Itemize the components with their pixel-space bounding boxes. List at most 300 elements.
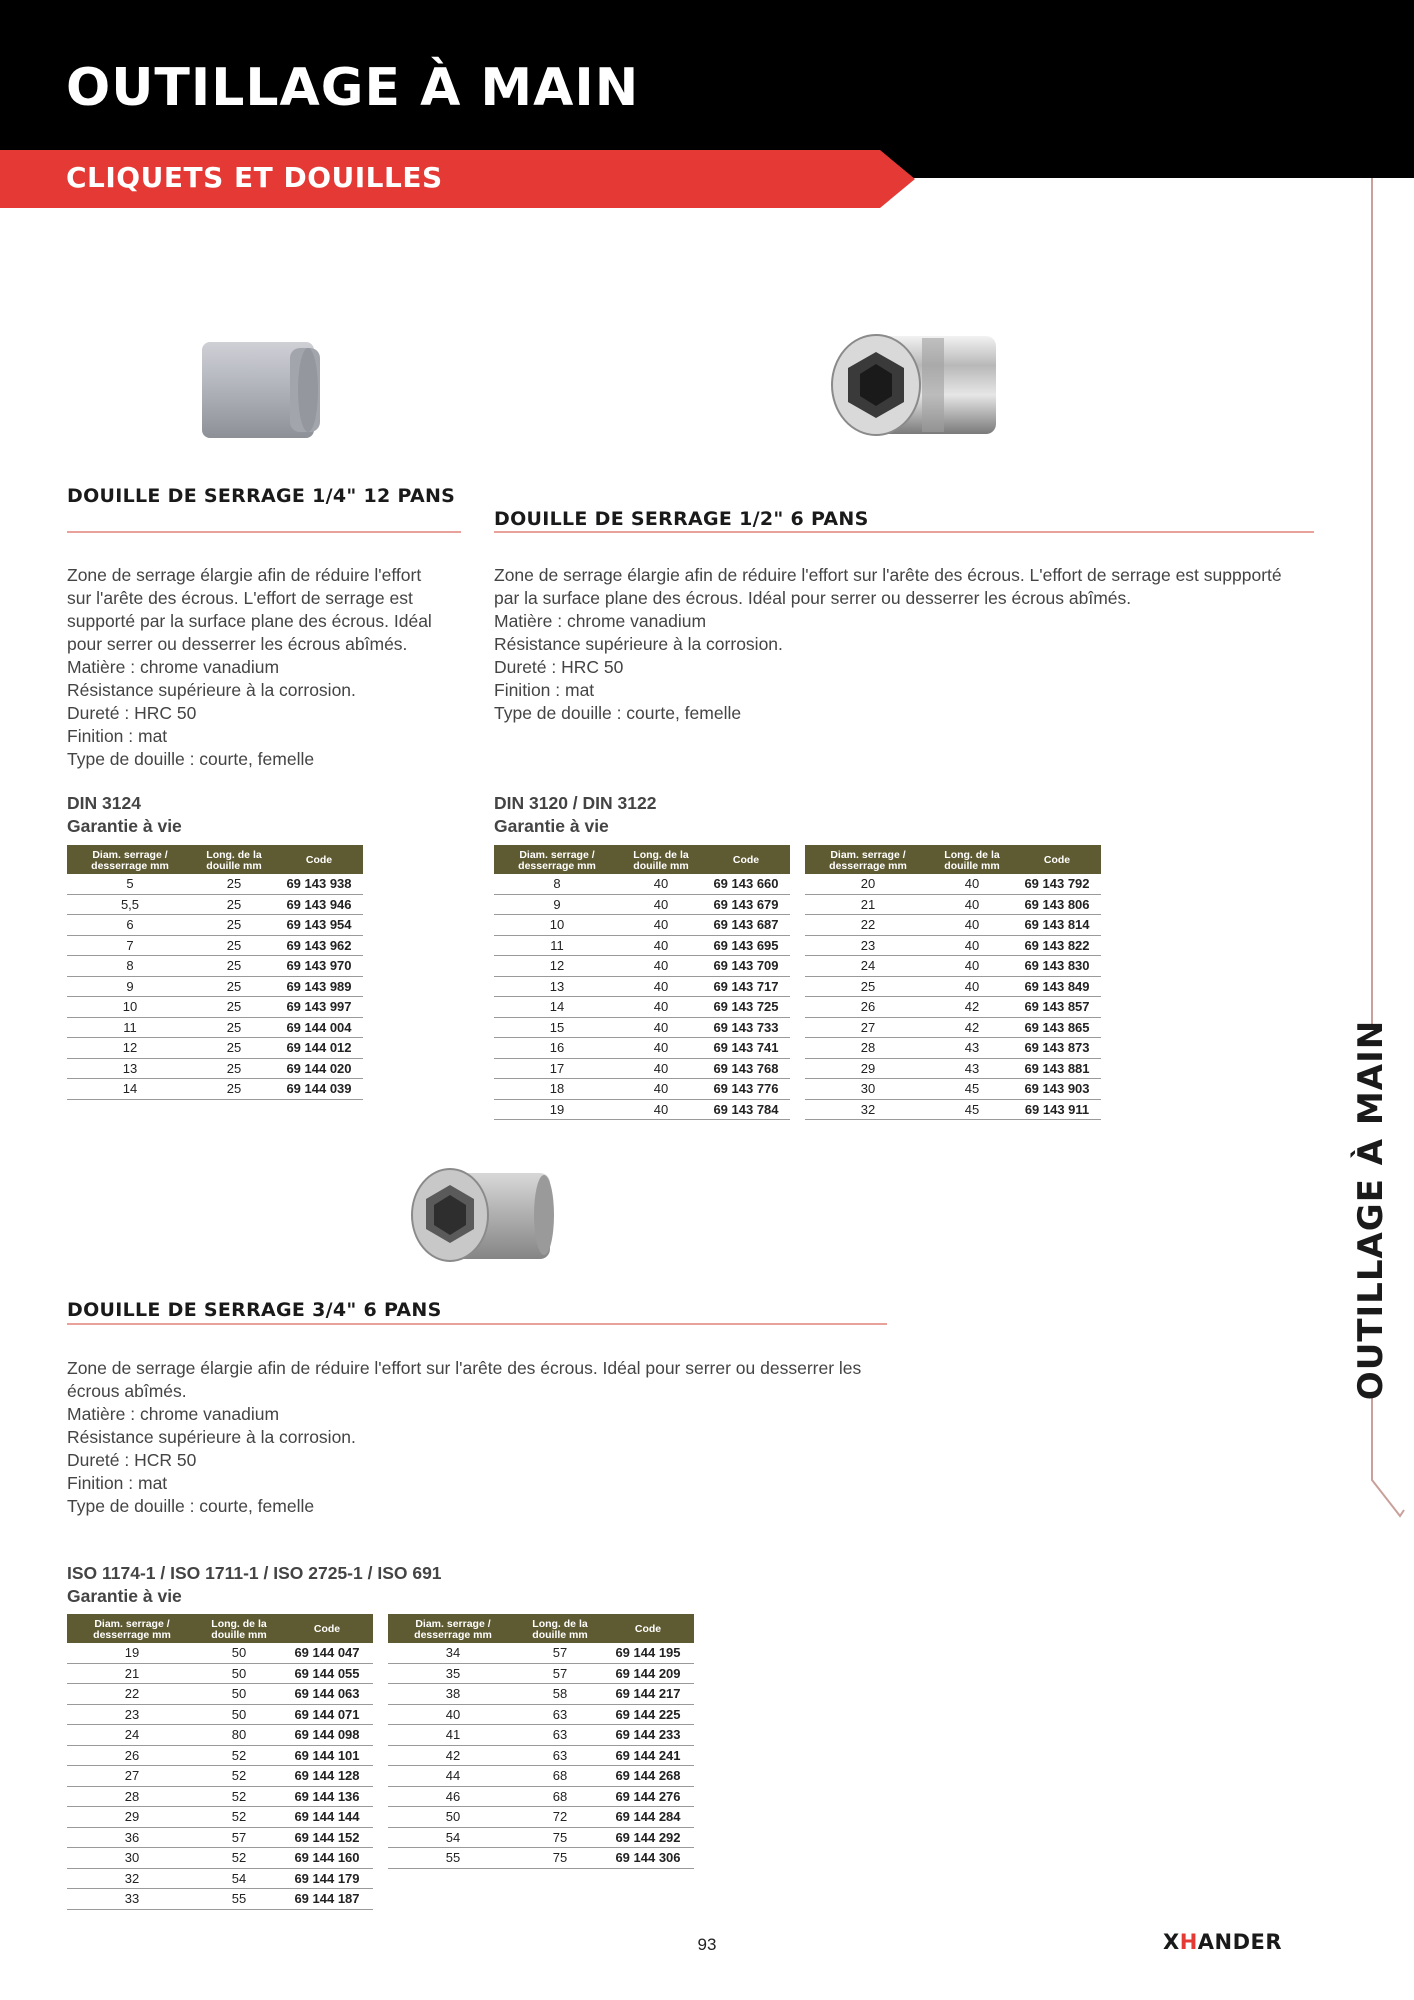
length-cell: 63	[518, 1745, 602, 1766]
diam-cell: 13	[494, 976, 620, 997]
code-cell: 69 144 268	[602, 1766, 694, 1787]
code-cell: 69 143 997	[275, 997, 363, 1018]
col-length-header: Long. de la douille mm	[931, 845, 1013, 874]
length-cell: 40	[620, 1017, 702, 1038]
table-row	[67, 1725, 373, 1746]
table-row	[805, 1058, 1101, 1079]
diam-cell: 13	[67, 1058, 193, 1079]
col-diam-header: Diam. serrage / desserrage mm	[805, 845, 931, 874]
diam-cell: 8	[494, 874, 620, 894]
table-row	[805, 1079, 1101, 1100]
table-row	[494, 1058, 790, 1079]
page-number: 93	[697, 1935, 717, 1954]
product-2-desc-line: Zone de serrage élargie afin de réduire l'effort sur l'arête des écrous. L'effort de serrage est suppporté	[494, 565, 1282, 585]
col-code-header: Code	[1013, 845, 1101, 874]
diam-cell: 33	[67, 1889, 197, 1910]
product-3-desc-line: écrous abîmés.	[67, 1381, 187, 1401]
table-row	[494, 894, 790, 915]
table-row	[805, 1038, 1101, 1059]
length-cell: 40	[931, 915, 1013, 936]
code-cell: 69 143 881	[1013, 1058, 1101, 1079]
table-row	[388, 1786, 694, 1807]
table-row	[805, 874, 1101, 894]
diam-cell: 17	[494, 1058, 620, 1079]
code-cell: 69 144 179	[281, 1868, 373, 1889]
length-cell: 25	[193, 956, 275, 977]
code-cell: 69 144 160	[281, 1848, 373, 1869]
diam-cell: 11	[67, 1017, 193, 1038]
product-1-desc-line: Zone de serrage élargie afin de réduire l'effort	[67, 565, 422, 585]
table-row	[388, 1663, 694, 1684]
table-row	[494, 915, 790, 936]
table-row	[494, 1099, 790, 1120]
diam-cell: 15	[494, 1017, 620, 1038]
code-cell: 69 143 660	[702, 874, 790, 894]
table-row	[388, 1704, 694, 1725]
table-row	[67, 976, 363, 997]
diam-cell: 10	[67, 997, 193, 1018]
code-cell: 69 144 187	[281, 1889, 373, 1910]
diam-cell: 55	[388, 1848, 518, 1869]
length-cell: 45	[931, 1099, 1013, 1120]
length-cell: 75	[518, 1848, 602, 1869]
length-cell: 52	[197, 1786, 281, 1807]
product-1-desc-line: supporté par la surface plane des écrous. Idéal	[67, 611, 432, 631]
table-row	[67, 997, 363, 1018]
length-cell: 40	[620, 1058, 702, 1079]
length-cell: 40	[620, 976, 702, 997]
length-cell: 40	[931, 874, 1013, 894]
diam-cell: 38	[388, 1684, 518, 1705]
table-row	[494, 1017, 790, 1038]
product-1-table	[67, 845, 363, 1100]
diam-cell: 27	[67, 1766, 197, 1787]
length-cell: 25	[193, 997, 275, 1018]
table-row	[67, 1786, 373, 1807]
table-row	[388, 1807, 694, 1828]
length-cell: 40	[620, 935, 702, 956]
length-cell: 40	[931, 976, 1013, 997]
code-cell: 69 143 695	[702, 935, 790, 956]
product-2-description	[494, 564, 1314, 725]
diam-cell: 12	[67, 1038, 193, 1059]
diam-cell: 9	[494, 894, 620, 915]
diam-cell: 28	[67, 1786, 197, 1807]
code-cell: 69 144 136	[281, 1786, 373, 1807]
product-2-rule	[494, 531, 1314, 533]
product-1-desc-line: Dureté : HRC 50	[67, 703, 197, 723]
col-code-header: Code	[702, 845, 790, 874]
code-cell: 69 144 241	[602, 1745, 694, 1766]
table-row	[67, 1807, 373, 1828]
length-cell: 52	[197, 1848, 281, 1869]
product-3-title: DOUILLE DE SERRAGE 3/4" 6 PANS	[67, 1299, 442, 1321]
col-code-header: Code	[281, 1614, 373, 1643]
length-cell: 40	[620, 1038, 702, 1059]
table-row	[494, 1038, 790, 1059]
length-cell: 80	[197, 1725, 281, 1746]
table-row	[67, 874, 363, 894]
page-title: OUTILLAGE À MAIN	[66, 58, 640, 118]
table-row	[67, 1868, 373, 1889]
diam-cell: 5	[67, 874, 193, 894]
diam-cell: 19	[67, 1643, 197, 1663]
code-cell: 69 144 020	[275, 1058, 363, 1079]
table-row	[494, 874, 790, 894]
code-cell: 69 143 717	[702, 976, 790, 997]
code-cell: 69 143 733	[702, 1017, 790, 1038]
code-cell: 69 144 292	[602, 1827, 694, 1848]
table-row	[67, 1663, 373, 1684]
code-cell: 69 144 217	[602, 1684, 694, 1705]
table-row	[494, 1079, 790, 1100]
table-row	[67, 1766, 373, 1787]
product-1-norm: DIN 3124	[67, 793, 141, 813]
table-row	[67, 1827, 373, 1848]
table-row	[494, 997, 790, 1018]
code-cell: 69 143 938	[275, 874, 363, 894]
socket-image-3	[410, 1165, 558, 1267]
diam-cell: 32	[805, 1099, 931, 1120]
length-cell: 40	[620, 874, 702, 894]
length-cell: 52	[197, 1766, 281, 1787]
length-cell: 25	[193, 1079, 275, 1100]
diam-cell: 44	[388, 1766, 518, 1787]
product-1-description	[67, 564, 467, 771]
length-cell: 40	[931, 894, 1013, 915]
code-cell: 69 143 806	[1013, 894, 1101, 915]
product-2-warranty: Garantie à vie	[494, 816, 609, 836]
length-cell: 75	[518, 1827, 602, 1848]
product-3-desc-line: Résistance supérieure à la corrosion.	[67, 1427, 356, 1447]
length-cell: 25	[193, 935, 275, 956]
diam-cell: 9	[67, 976, 193, 997]
diam-cell: 21	[67, 1663, 197, 1684]
length-cell: 25	[193, 1038, 275, 1059]
length-cell: 68	[518, 1786, 602, 1807]
product-1-desc-line: sur l'arête des écrous. L'effort de serrage est	[67, 588, 413, 608]
code-cell: 69 143 725	[702, 997, 790, 1018]
code-cell: 69 144 209	[602, 1663, 694, 1684]
socket-image-1	[196, 338, 326, 444]
col-diam-header: Diam. serrage / desserrage mm	[388, 1614, 518, 1643]
product-3-description	[67, 1357, 897, 1518]
code-cell: 69 144 233	[602, 1725, 694, 1746]
diam-cell: 41	[388, 1725, 518, 1746]
code-cell: 69 143 687	[702, 915, 790, 936]
length-cell: 40	[620, 956, 702, 977]
col-length-header: Long. de la douille mm	[620, 845, 702, 874]
brand-logo	[1163, 1930, 1282, 1954]
length-cell: 54	[197, 1868, 281, 1889]
table-row	[67, 956, 363, 977]
code-cell: 69 143 954	[275, 915, 363, 936]
length-cell: 50	[197, 1704, 281, 1725]
diam-cell: 6	[67, 915, 193, 936]
diam-cell: 42	[388, 1745, 518, 1766]
length-cell: 25	[193, 1017, 275, 1038]
diam-cell: 30	[67, 1848, 197, 1869]
diam-cell: 28	[805, 1038, 931, 1059]
diam-cell: 54	[388, 1827, 518, 1848]
code-cell: 69 143 741	[702, 1038, 790, 1059]
product-1-desc-line: Résistance supérieure à la corrosion.	[67, 680, 356, 700]
code-cell: 69 143 849	[1013, 976, 1101, 997]
table-row	[67, 1745, 373, 1766]
code-cell: 69 143 865	[1013, 1017, 1101, 1038]
diam-cell: 26	[805, 997, 931, 1018]
table-row	[67, 1684, 373, 1705]
code-cell: 69 144 004	[275, 1017, 363, 1038]
length-cell: 63	[518, 1725, 602, 1746]
product-3-norm: ISO 1174-1 / ISO 1711-1 / ISO 2725-1 / ISO 691	[67, 1563, 442, 1583]
diam-cell: 8	[67, 956, 193, 977]
code-cell: 69 143 822	[1013, 935, 1101, 956]
code-cell: 69 144 047	[281, 1643, 373, 1663]
diam-cell: 5,5	[67, 894, 193, 915]
product-1-rule	[67, 531, 461, 533]
diam-cell: 16	[494, 1038, 620, 1059]
table-row	[67, 915, 363, 936]
section-subtitle: CLIQUETS ET DOUILLES	[66, 161, 443, 194]
diam-cell: 24	[805, 956, 931, 977]
diam-cell: 20	[805, 874, 931, 894]
length-cell: 40	[620, 894, 702, 915]
code-cell: 69 143 989	[275, 976, 363, 997]
code-cell: 69 144 284	[602, 1807, 694, 1828]
code-cell: 69 143 962	[275, 935, 363, 956]
length-cell: 55	[197, 1889, 281, 1910]
code-cell: 69 143 873	[1013, 1038, 1101, 1059]
length-cell: 58	[518, 1684, 602, 1705]
code-cell: 69 143 776	[702, 1079, 790, 1100]
code-cell: 69 144 144	[281, 1807, 373, 1828]
table-row	[805, 997, 1101, 1018]
table-row	[805, 935, 1101, 956]
length-cell: 40	[620, 915, 702, 936]
length-cell: 40	[931, 956, 1013, 977]
table-row	[67, 1038, 363, 1059]
table-row	[494, 976, 790, 997]
product-2-table-b	[805, 845, 1101, 1120]
length-cell: 50	[197, 1684, 281, 1705]
diam-cell: 7	[67, 935, 193, 956]
product-2-desc-line: Matière : chrome vanadium	[494, 611, 707, 631]
brand-logo-x: X	[1163, 1930, 1180, 1954]
code-cell: 69 144 071	[281, 1704, 373, 1725]
product-3-desc-line: Zone de serrage élargie afin de réduire l'effort sur l'arête des écrous. Idéal pour serrer ou desserrer les	[67, 1358, 862, 1378]
table-row	[67, 1889, 373, 1910]
product-1-title: DOUILLE DE SERRAGE 1/4" 12 PANS	[67, 485, 456, 507]
code-cell: 69 144 276	[602, 1786, 694, 1807]
code-cell: 69 143 679	[702, 894, 790, 915]
table-row	[67, 894, 363, 915]
table-row	[805, 956, 1101, 977]
table-row	[67, 1704, 373, 1725]
length-cell: 50	[197, 1643, 281, 1663]
diam-cell: 12	[494, 956, 620, 977]
code-cell: 69 144 152	[281, 1827, 373, 1848]
col-code-header: Code	[602, 1614, 694, 1643]
product-1-desc-line: Finition : mat	[67, 726, 168, 746]
length-cell: 43	[931, 1058, 1013, 1079]
code-cell: 69 143 830	[1013, 956, 1101, 977]
table-row	[67, 1079, 363, 1100]
code-cell: 69 143 903	[1013, 1079, 1101, 1100]
length-cell: 25	[193, 874, 275, 894]
code-cell: 69 144 055	[281, 1663, 373, 1684]
table-row	[805, 1099, 1101, 1120]
table-row	[494, 956, 790, 977]
code-cell: 69 143 946	[275, 894, 363, 915]
table-row	[67, 1017, 363, 1038]
diam-cell: 14	[67, 1079, 193, 1100]
code-cell: 69 144 128	[281, 1766, 373, 1787]
length-cell: 40	[620, 997, 702, 1018]
table-row	[805, 976, 1101, 997]
side-tab-label: OUTILLAGE À MAIN	[1351, 1019, 1391, 1401]
code-cell: 69 143 709	[702, 956, 790, 977]
length-cell: 63	[518, 1704, 602, 1725]
diam-cell: 35	[388, 1663, 518, 1684]
diam-cell: 11	[494, 935, 620, 956]
product-3-table-a	[67, 1614, 373, 1910]
table-row	[388, 1766, 694, 1787]
code-cell: 69 144 039	[275, 1079, 363, 1100]
length-cell: 45	[931, 1079, 1013, 1100]
product-3-desc-line: Matière : chrome vanadium	[67, 1404, 280, 1424]
length-cell: 42	[931, 997, 1013, 1018]
col-length-header: Long. de la douille mm	[193, 845, 275, 874]
length-cell: 42	[931, 1017, 1013, 1038]
product-1-desc-line: pour serrer ou desserrer les écrous abîmés.	[67, 634, 408, 654]
length-cell: 52	[197, 1807, 281, 1828]
diam-cell: 24	[67, 1725, 197, 1746]
length-cell: 25	[193, 915, 275, 936]
table-row	[494, 935, 790, 956]
diam-cell: 14	[494, 997, 620, 1018]
code-cell: 69 143 768	[702, 1058, 790, 1079]
diam-cell: 19	[494, 1099, 620, 1120]
col-diam-header: Diam. serrage / desserrage mm	[67, 845, 193, 874]
table-row	[805, 915, 1101, 936]
code-cell: 69 144 098	[281, 1725, 373, 1746]
diam-cell: 21	[805, 894, 931, 915]
code-cell: 69 143 784	[702, 1099, 790, 1120]
col-diam-header: Diam. serrage / desserrage mm	[67, 1614, 197, 1643]
diam-cell: 26	[67, 1745, 197, 1766]
code-cell: 69 143 911	[1013, 1099, 1101, 1120]
product-1-warranty: Garantie à vie	[67, 816, 182, 836]
table-row	[388, 1643, 694, 1663]
code-cell: 69 143 814	[1013, 915, 1101, 936]
table-row	[67, 1643, 373, 1663]
length-cell: 40	[620, 1079, 702, 1100]
diam-cell: 23	[805, 935, 931, 956]
diam-cell: 25	[805, 976, 931, 997]
table-row	[388, 1827, 694, 1848]
diam-cell: 30	[805, 1079, 931, 1100]
diam-cell: 40	[388, 1704, 518, 1725]
code-cell: 69 143 970	[275, 956, 363, 977]
table-row	[67, 1848, 373, 1869]
diam-cell: 32	[67, 1868, 197, 1889]
diam-cell: 50	[388, 1807, 518, 1828]
product-3-warranty: Garantie à vie	[67, 1586, 182, 1606]
diam-cell: 10	[494, 915, 620, 936]
length-cell: 40	[620, 1099, 702, 1120]
code-cell: 69 143 792	[1013, 874, 1101, 894]
table-row	[805, 1017, 1101, 1038]
product-2-desc-line: Résistance supérieure à la corrosion.	[494, 634, 783, 654]
product-2-table-a	[494, 845, 790, 1120]
product-2-norm: DIN 3120 / DIN 3122	[494, 793, 657, 813]
length-cell: 50	[197, 1663, 281, 1684]
product-2-desc-line: Finition : mat	[494, 680, 595, 700]
product-3-desc-line: Type de douille : courte, femelle	[67, 1496, 315, 1516]
product-1-desc-line: Type de douille : courte, femelle	[67, 749, 315, 769]
product-3-desc-line: Finition : mat	[67, 1473, 168, 1493]
code-cell: 69 144 195	[602, 1643, 694, 1663]
code-cell: 69 144 101	[281, 1745, 373, 1766]
code-cell: 69 144 225	[602, 1704, 694, 1725]
code-cell: 69 144 306	[602, 1848, 694, 1869]
table-row	[805, 894, 1101, 915]
col-code-header: Code	[275, 845, 363, 874]
length-cell: 25	[193, 894, 275, 915]
diam-cell: 27	[805, 1017, 931, 1038]
table-row	[388, 1745, 694, 1766]
length-cell: 43	[931, 1038, 1013, 1059]
diam-cell: 34	[388, 1643, 518, 1663]
length-cell: 25	[193, 976, 275, 997]
product-2-desc-line: Type de douille : courte, femelle	[494, 703, 742, 723]
length-cell: 25	[193, 1058, 275, 1079]
diam-cell: 46	[388, 1786, 518, 1807]
code-cell: 69 144 012	[275, 1038, 363, 1059]
diam-cell: 29	[67, 1807, 197, 1828]
diam-cell: 22	[67, 1684, 197, 1705]
socket-image-2	[830, 330, 1000, 442]
brand-logo-rest: ANDER	[1197, 1930, 1283, 1954]
length-cell: 52	[197, 1745, 281, 1766]
product-2-title: DOUILLE DE SERRAGE 1/2" 6 PANS	[494, 508, 869, 530]
product-2-desc-line: Dureté : HRC 50	[494, 657, 624, 677]
product-3-table-b	[388, 1614, 694, 1869]
table-row	[388, 1848, 694, 1869]
product-3-desc-line: Dureté : HCR 50	[67, 1450, 197, 1470]
code-cell: 69 143 857	[1013, 997, 1101, 1018]
product-3-rule	[67, 1323, 887, 1325]
length-cell: 57	[518, 1643, 602, 1663]
length-cell: 72	[518, 1807, 602, 1828]
brand-logo-h: H	[1179, 1930, 1198, 1954]
table-row	[388, 1684, 694, 1705]
length-cell: 40	[931, 935, 1013, 956]
length-cell: 68	[518, 1766, 602, 1787]
table-row	[388, 1725, 694, 1746]
diam-cell: 23	[67, 1704, 197, 1725]
side-tab-line-bottom	[1372, 1398, 1404, 1516]
length-cell: 57	[197, 1827, 281, 1848]
product-2-desc-line: par la surface plane des écrous. Idéal pour serrer ou desserrer les écrous abîmés.	[494, 588, 1132, 608]
col-length-header: Long. de la douille mm	[518, 1614, 602, 1643]
diam-cell: 18	[494, 1079, 620, 1100]
diam-cell: 22	[805, 915, 931, 936]
table-row	[67, 1058, 363, 1079]
length-cell: 57	[518, 1663, 602, 1684]
diam-cell: 36	[67, 1827, 197, 1848]
